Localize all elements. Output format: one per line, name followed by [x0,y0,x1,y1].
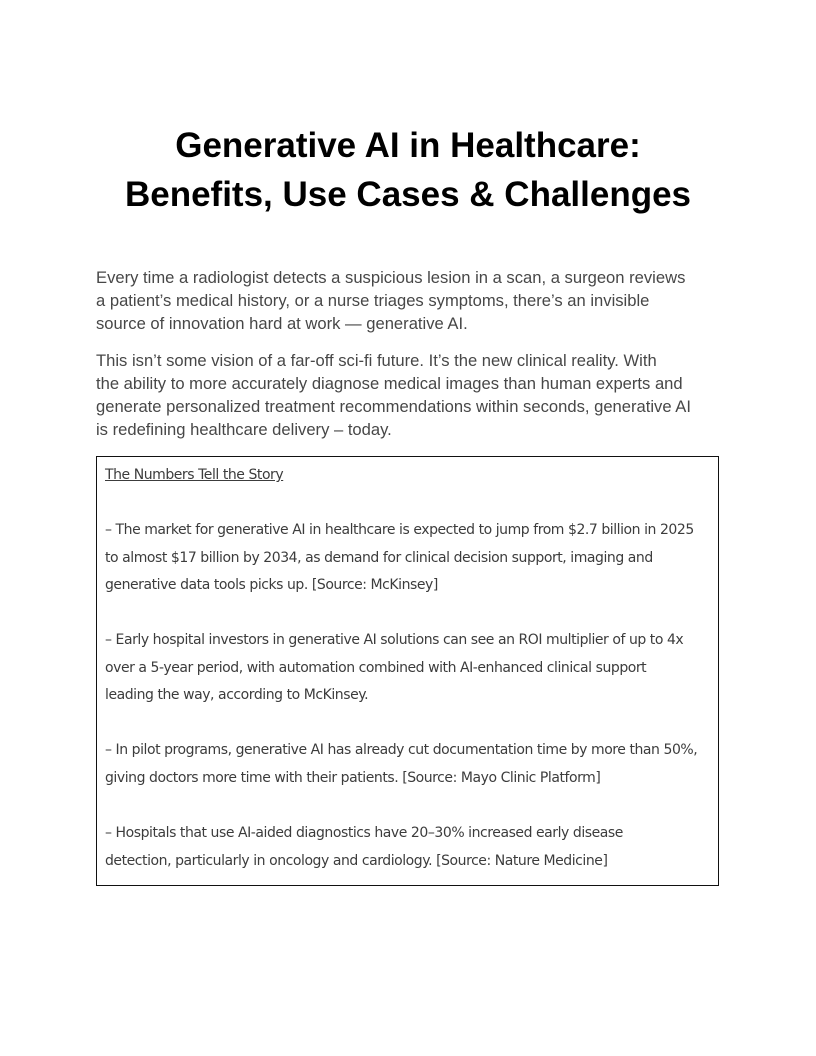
title-line: Generative AI in Healthcare: [175,126,641,165]
stat-line: over a 5-year period, with automation combined with AI-enhanced clinical support [105,659,647,676]
stat-line: to almost $17 billion by 2034, as demand for clinical decision support, imaging and [105,549,653,566]
paragraph-line: Every time a radiologist detects a suspicious lesion in a scan, a surgeon reviews [96,268,686,287]
stat-line: generative data tools picks up. [Source: McKinsey] [105,577,438,593]
stat-line: leading the way, according to McKinsey. [105,687,369,703]
paragraph-line: a patient’s medical history, or a nurse triages symptoms, there’s an invisible [96,291,650,310]
paragraph-line: This isn’t some vision of a far-off sci-fi future. It’s the new clinical reality. With [96,351,657,370]
stat-item-market-growth [105,517,694,600]
page-title [96,121,720,219]
title-line: Benefits, Use Cases & Challenges [124,175,692,214]
stats-callout-box [96,456,719,886]
stat-line: – In pilot programs, generative AI has already cut documentation time by more than 50%, [105,742,698,758]
paragraph-line: source of innovation hard at work — generative AI. [96,314,468,333]
paragraph-line: the ability to more accurately diagnose medical images than human experts and [96,374,683,393]
stat-item-documentation-time [105,737,697,792]
stat-line: giving doctors more time with their patients. [Source: Mayo Clinic Platform] [105,769,601,786]
intro-paragraph-2 [96,349,736,441]
stat-item-early-detection [105,820,623,875]
stat-item-roi [105,627,683,710]
stat-line: – Hospitals that use AI-aided diagnostics have 20–30% increased early disease [105,825,623,841]
stat-line: – The market for generative AI in healthcare is expected to jump from $2.7 billion in 2025 [105,522,694,538]
stat-line: detection, particularly in oncology and cardiology. [Source: Nature Medicine] [105,852,608,869]
stat-line: – Early hospital investors in generative AI solutions can see an ROI multiplier of up to 4x [105,632,684,648]
intro-paragraph-1 [96,266,736,335]
paragraph-line: is redefining healthcare delivery – today. [96,420,392,439]
stats-box-heading: The Numbers Tell the Story [105,467,284,483]
paragraph-line: generate personalized treatment recommendations within seconds, generative AI [96,397,691,416]
